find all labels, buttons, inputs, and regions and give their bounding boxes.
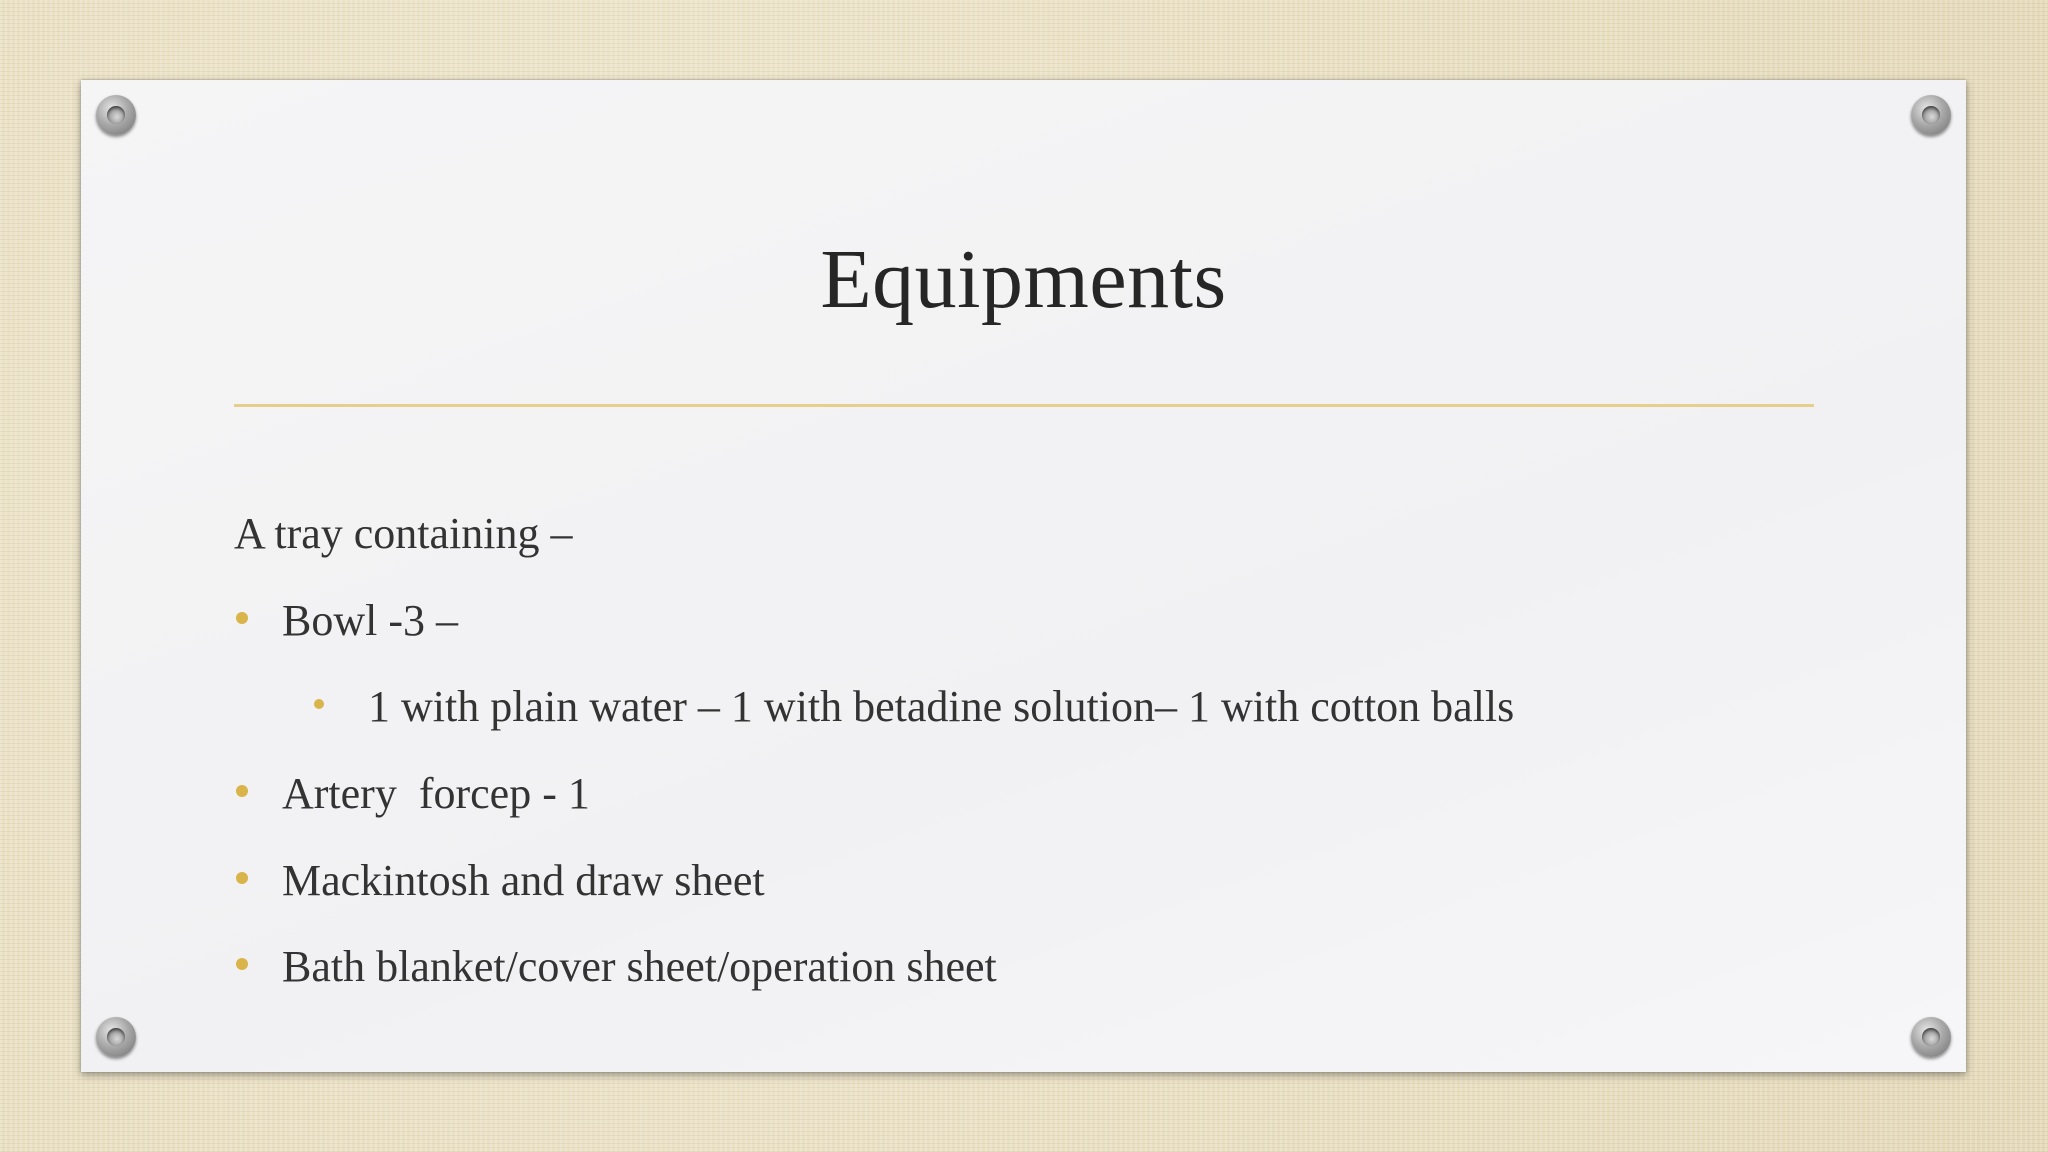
title-divider <box>234 404 1814 407</box>
list-item-text: Bowl -3 – <box>282 596 458 645</box>
bullet-dot-icon <box>236 872 248 884</box>
intro-text: A tray containing – <box>234 509 573 558</box>
list-item <box>234 942 997 1121</box>
grommet-icon <box>1911 1017 1951 1057</box>
list-item-text: 1 with plain water – 1 with betadine solution– 1 with cotton balls <box>368 682 1515 731</box>
bullet-dot-icon <box>236 785 248 797</box>
slide-title: Equipments <box>820 233 1227 326</box>
grommet-icon <box>96 1017 136 1057</box>
bullet-dot-icon <box>236 612 248 624</box>
grommet-icon <box>96 95 136 135</box>
bullet-dot-icon <box>314 699 324 709</box>
list-item-text: Mackintosh and draw sheet <box>282 856 765 905</box>
list-item-text: Bath blanket/cover sheet/operation sheet <box>282 942 997 991</box>
list-item-text: Artery forcep - 1 <box>282 769 590 818</box>
grommet-icon <box>1911 95 1951 135</box>
slide-paper <box>81 80 1966 1072</box>
bullet-dot-icon <box>236 958 248 970</box>
